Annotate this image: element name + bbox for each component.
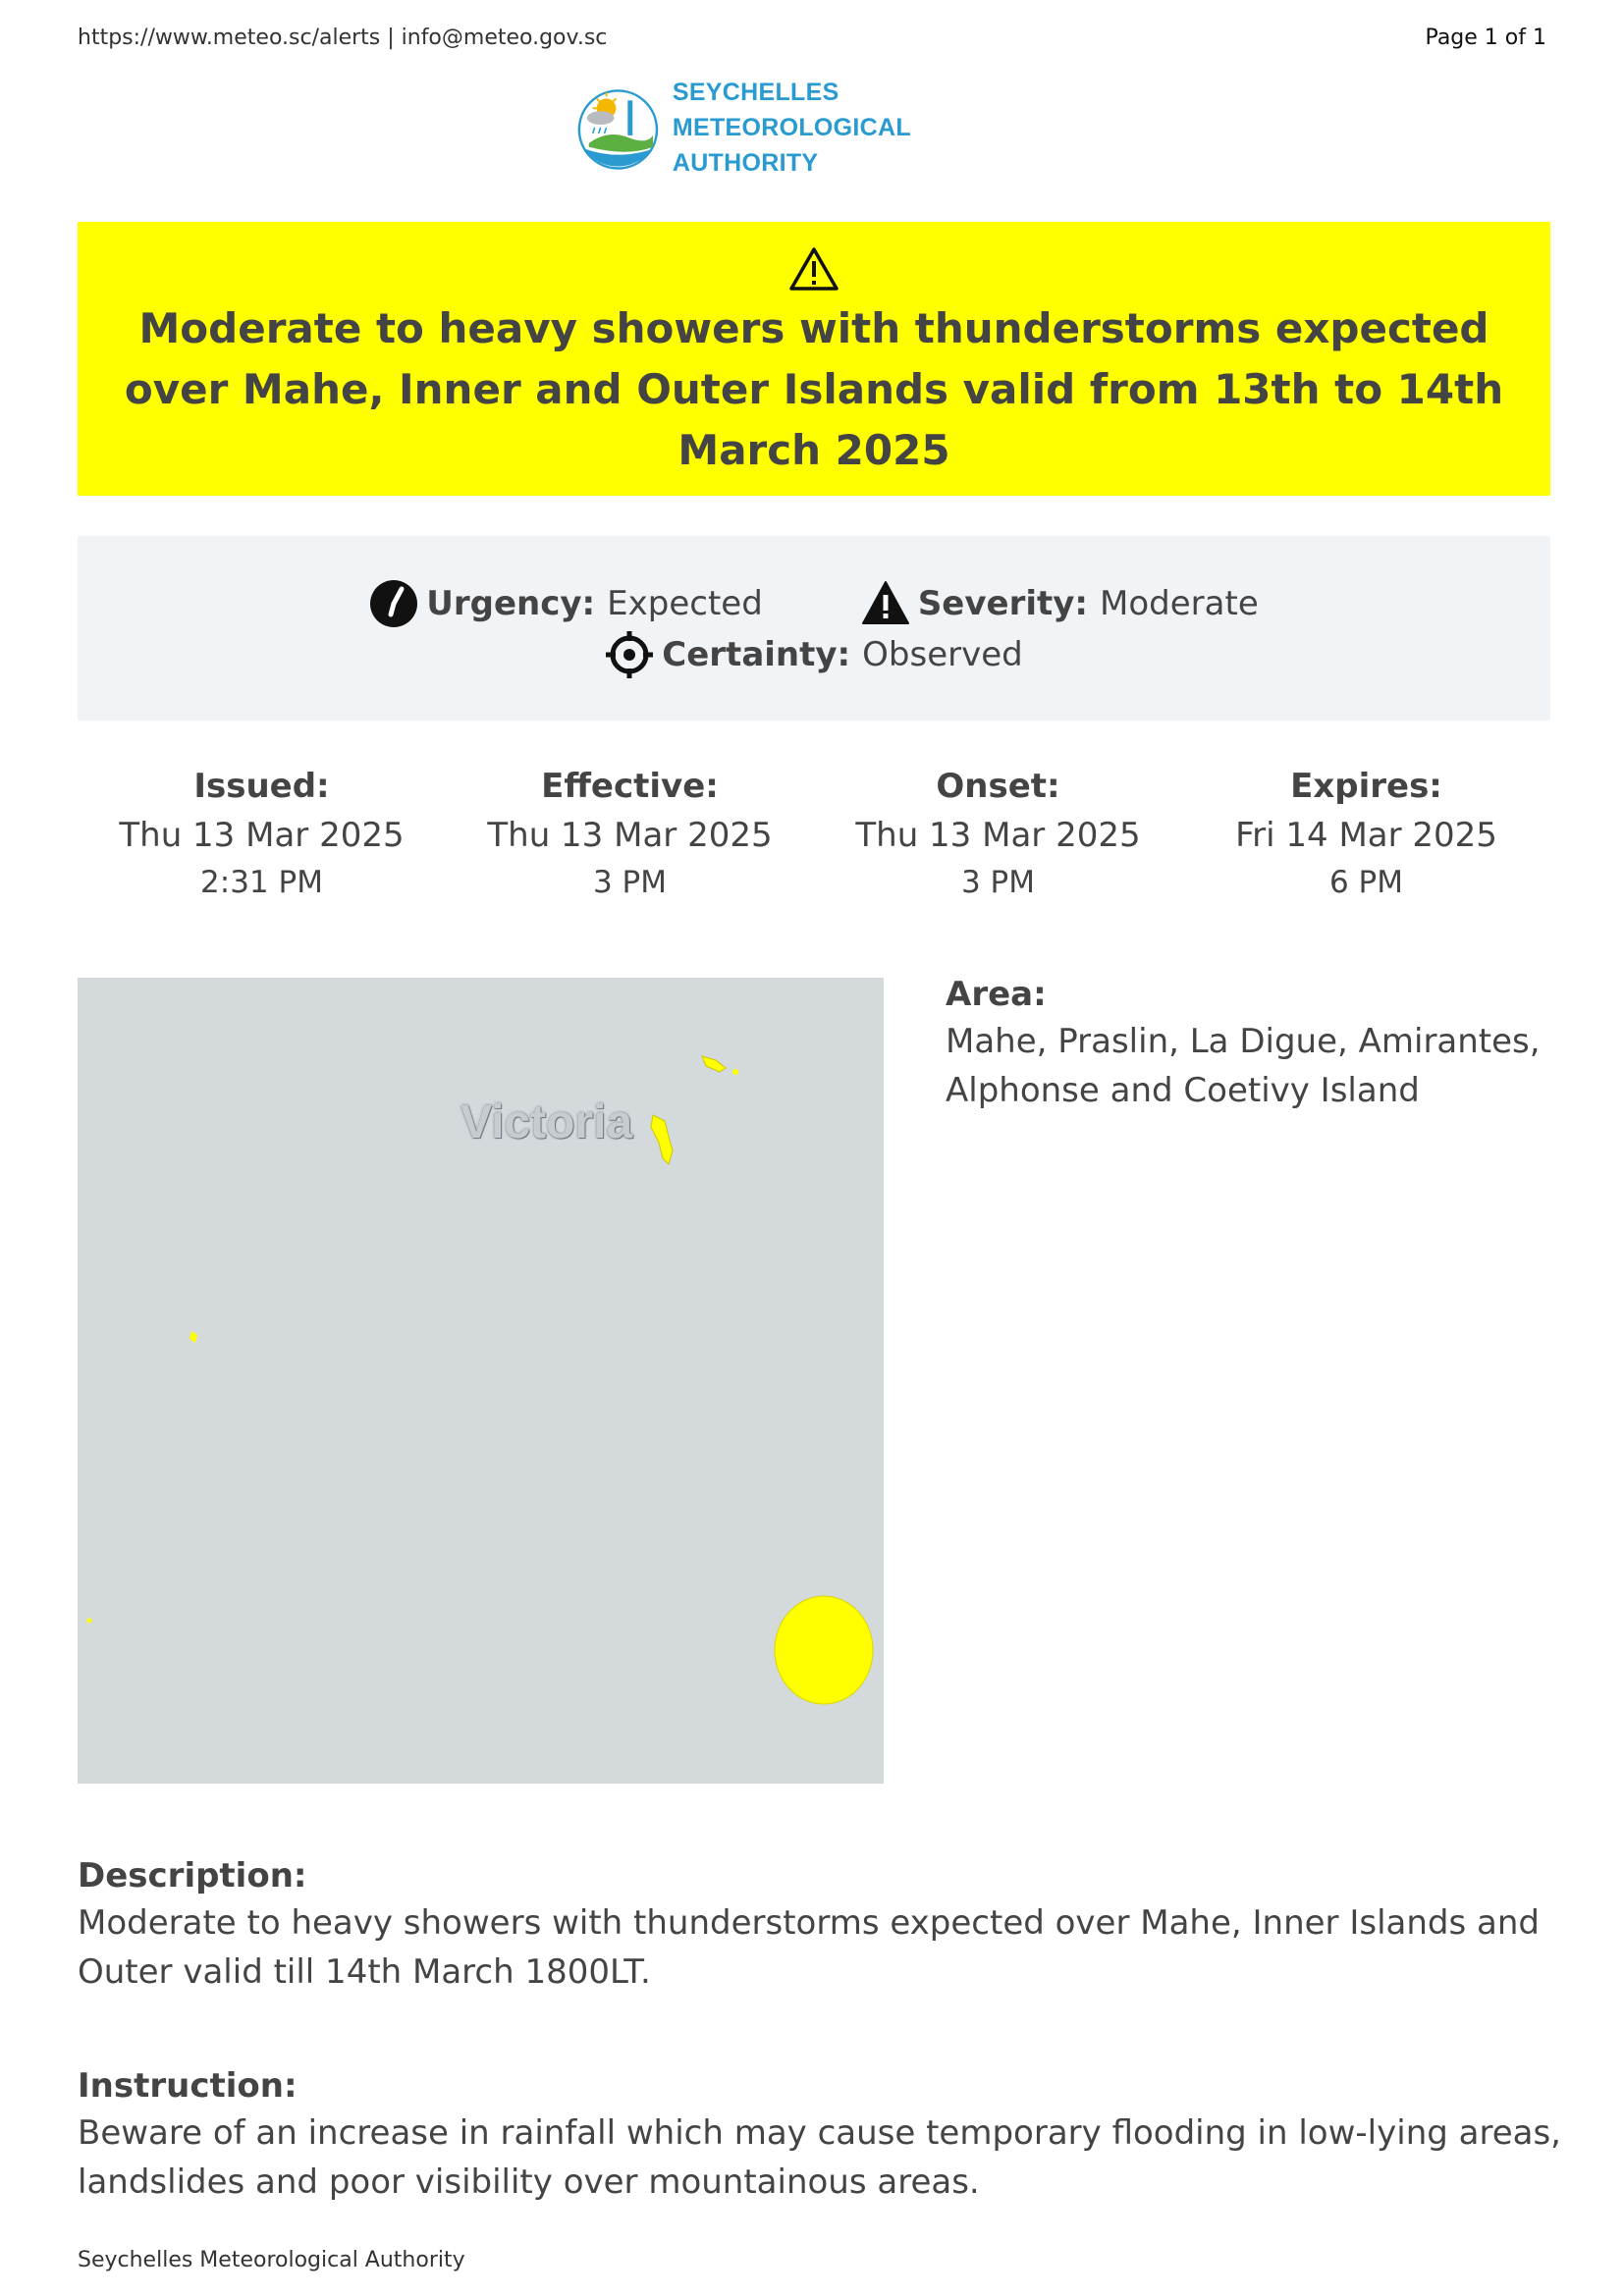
issued-label: Issued: bbox=[193, 767, 330, 806]
alert-meta-box bbox=[78, 536, 1550, 721]
page-number: Page 1 of 1 bbox=[1425, 26, 1546, 50]
expires-column bbox=[1182, 764, 1550, 911]
onset-label: Onset: bbox=[936, 767, 1060, 806]
certainty-item bbox=[605, 630, 1022, 679]
effective-label: Effective: bbox=[541, 767, 719, 806]
map-label-victoria: Victoria bbox=[460, 1096, 633, 1148]
description-title: Description: bbox=[78, 1856, 307, 1896]
area-title: Area: bbox=[946, 975, 1047, 1014]
map-island-amirantes bbox=[189, 1331, 197, 1343]
logo-line2: AUTHORITY bbox=[672, 149, 819, 177]
severity-value: Moderate bbox=[1100, 584, 1259, 623]
instruction-text: Beware of an increase in rainfall which may cause temporary flooding in low-lying areas, landslides and poor visibility over mountainous areas. bbox=[78, 2113, 1561, 2202]
issued-day: Thu 13 Mar 2025 bbox=[119, 816, 405, 855]
alert-area-map bbox=[78, 978, 884, 1784]
instruction-title: Instruction: bbox=[78, 2066, 298, 2106]
onset-column bbox=[814, 764, 1182, 911]
map-island-small-west bbox=[87, 1619, 92, 1624]
expires-label: Expires: bbox=[1290, 767, 1442, 806]
alert-title: Moderate to heavy showers with thunderstorms expected over Mahe, Inner and Outer Islands valid from 13th to 14th March 2025 bbox=[124, 304, 1504, 474]
description-section bbox=[78, 1853, 1560, 1997]
warning-icon bbox=[861, 579, 910, 628]
effective-day: Thu 13 Mar 2025 bbox=[487, 816, 773, 855]
logo-line1: SEYCHELLES METEOROLOGICAL bbox=[672, 79, 911, 141]
map-island-mahe bbox=[651, 1115, 673, 1164]
description-text: Moderate to heavy showers with thunderstorms expected over Mahe, Inner Islands and Outer valid till 14th March 1800LT. bbox=[78, 1903, 1540, 1992]
map-island-praslin bbox=[702, 1056, 726, 1072]
urgency-item bbox=[369, 579, 763, 628]
expires-time: 6 PM bbox=[1328, 865, 1404, 900]
alert-dates bbox=[78, 764, 1550, 911]
instruction-section bbox=[78, 2063, 1570, 2207]
crosshair-icon bbox=[605, 630, 654, 679]
certainty-label: Certainty: bbox=[662, 635, 851, 674]
effective-time: 3 PM bbox=[592, 865, 668, 900]
severity-label: Severity: bbox=[917, 584, 1089, 623]
urgency-label: Urgency: bbox=[426, 584, 596, 623]
issued-time: 2:31 PM bbox=[200, 865, 323, 900]
area-section bbox=[946, 972, 1554, 1115]
header-url-text: https://www.meteo.sc/alerts | info@meteo.gov.sc bbox=[78, 26, 608, 50]
warning-triangle-icon bbox=[788, 245, 839, 293]
sma-logo bbox=[569, 79, 1080, 177]
onset-day: Thu 13 Mar 2025 bbox=[855, 816, 1141, 855]
certainty-value: Observed bbox=[862, 635, 1023, 674]
clock-icon bbox=[369, 579, 418, 628]
onset-time: 3 PM bbox=[960, 865, 1036, 900]
effective-column bbox=[446, 764, 814, 911]
footer-text: Seychelles Meteorological Authority bbox=[78, 2248, 465, 2272]
severity-item bbox=[861, 579, 1259, 628]
sma-emblem-icon bbox=[569, 79, 667, 177]
map-island-la-digue bbox=[732, 1069, 738, 1075]
area-text: Mahe, Praslin, La Digue, Amirantes, Alphonse and Coetivy Island bbox=[946, 1022, 1541, 1110]
urgency-value: Expected bbox=[607, 584, 763, 623]
map-alphonse-coetivy-area bbox=[775, 1596, 873, 1704]
expires-day: Fri 14 Mar 2025 bbox=[1235, 816, 1497, 855]
alert-banner bbox=[78, 222, 1550, 496]
issued-column bbox=[78, 764, 446, 911]
